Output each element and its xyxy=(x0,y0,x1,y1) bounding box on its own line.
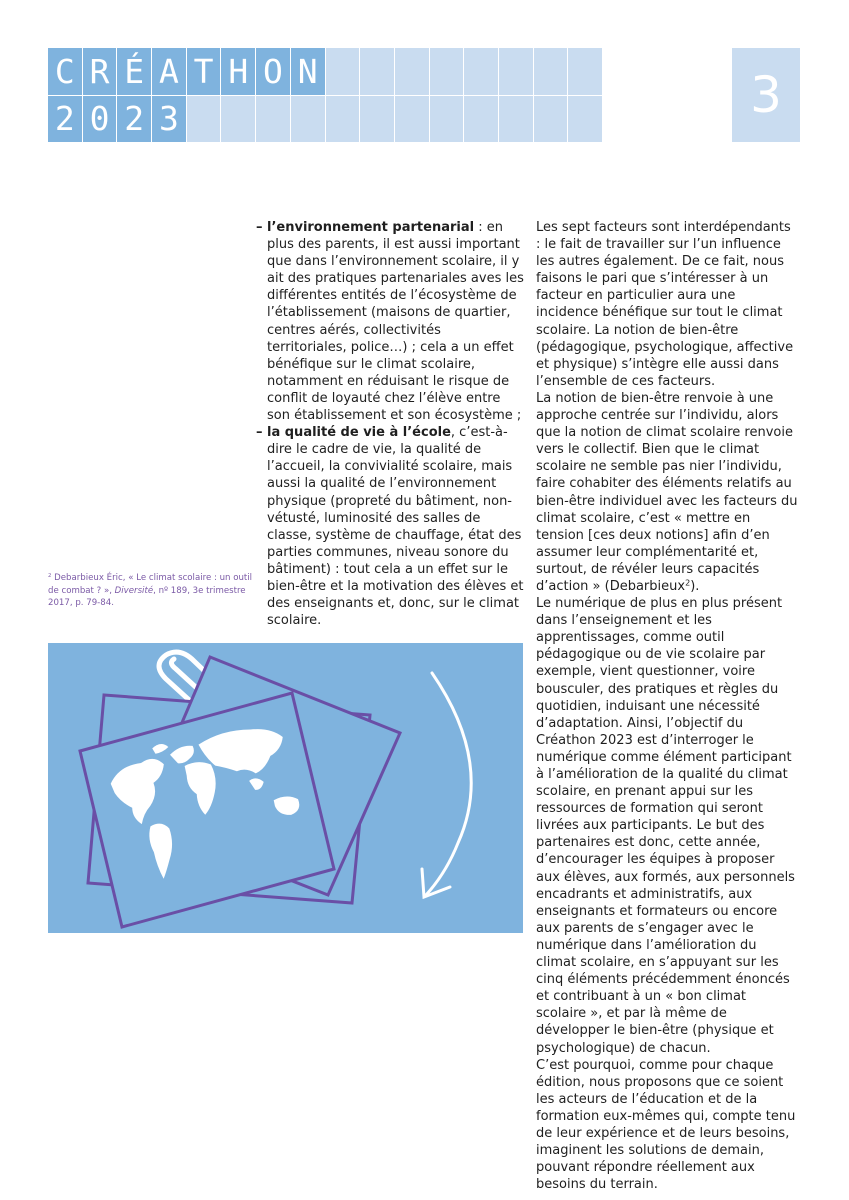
grid-cell xyxy=(326,96,360,143)
title-letter-cell xyxy=(48,48,82,95)
title-letter-cell xyxy=(291,48,325,95)
bullet-text xyxy=(267,424,524,629)
year-digit: 3 xyxy=(158,99,179,139)
right-column xyxy=(536,219,798,1193)
illustration-svg xyxy=(48,643,523,933)
grid-cell xyxy=(360,48,394,95)
title-letter: C xyxy=(54,51,75,91)
bullet-body: , c’est-à-dire le cadre de vie, la qualité de l’accueil, la convivialité scolaire, mais aussi la qualité de l’environnement physique (propreté du bâtiment, non-vétusté, luminosité des salles de classe, système de chauffage, état des parties communes, niveau sonore du bâtiment) : tout cela a un effet sur le bien-être et la motivation des élèves et des enseignants et, donc, sur le climat scolaire. xyxy=(267,425,524,629)
footnote xyxy=(48,572,253,610)
grid-cell xyxy=(326,48,360,95)
grid-cell xyxy=(499,96,533,143)
bullet-term: l’environnement partenarial xyxy=(267,220,475,235)
middle-column xyxy=(256,219,524,629)
grid-cell xyxy=(568,96,602,143)
title-letter: N xyxy=(297,51,318,91)
grid-cell xyxy=(360,96,394,143)
title-letter-cell xyxy=(117,48,151,95)
paragraph xyxy=(536,390,798,595)
bullet-item xyxy=(256,424,524,629)
bullet-term: la qualité de vie à l’école xyxy=(267,425,451,441)
curved-arrow-icon xyxy=(422,673,471,897)
paragraph: Les sept facteurs sont interdépendants : le fait de travailler sur l’un influence les autres également. De ce fait, nous faisons le pari que s’intéresser à un facteur en particulier aura une incidence bénéfique sur tout le climat scolaire. La notion de bien-être (pédagogique, psychologique, affective et physique) s’intègre elle aussi dans l’ensemble de ces facteurs. xyxy=(536,220,794,389)
grid-cell xyxy=(430,48,464,95)
title-letter-cell xyxy=(221,48,255,95)
title-letter: É xyxy=(124,51,145,91)
title-letter-cell xyxy=(187,48,221,95)
grid-cell xyxy=(568,48,602,95)
paragraph: C’est pourquoi, comme pour chaque édition, nous proposons que ce soient les acteurs de l’éducation et de la formation eux-mêmes qui, compte tenu de leur expérience et de leurs besoins, imaginent les solutions de demain, pouvant répondre réellement aux besoins du terrain. xyxy=(536,1057,796,1193)
grid-cell xyxy=(256,96,290,143)
paragraph-text-end: ). xyxy=(690,578,700,594)
year-digit: 0 xyxy=(89,99,110,139)
title-letter: A xyxy=(158,51,179,91)
title-letter-cell xyxy=(152,48,186,95)
page-number-box xyxy=(732,48,800,142)
grid-cell xyxy=(464,48,498,95)
title-letter: O xyxy=(263,51,283,91)
bullet-text xyxy=(267,219,524,424)
year-digit: 2 xyxy=(124,99,145,139)
title-letter: T xyxy=(193,51,214,91)
year-digit-cell xyxy=(83,96,117,143)
title-letter-cell xyxy=(256,48,290,95)
grid-cell xyxy=(499,48,533,95)
footnote-journal: Diversité xyxy=(114,585,154,596)
bullet-dash: – xyxy=(256,220,263,235)
footnote-ref: 2 xyxy=(685,578,691,588)
year-digit: 2 xyxy=(54,99,75,139)
grid-cell xyxy=(534,48,568,95)
title-letter: H xyxy=(228,51,249,91)
grid-cell xyxy=(395,48,429,95)
grid-cell xyxy=(464,96,498,143)
title-letter: R xyxy=(89,51,110,91)
bullet-item xyxy=(256,219,524,424)
grid-cell xyxy=(395,96,429,143)
paragraph-text: La notion de bien-être renvoie à une approche centrée sur l’individu, alors que la notion de climat scolaire renvoie vers le collectif. Bien que le climat scolaire ne semble pas nier l’individu, faire cohabiter des éléments relatifs au bien-être individuel avec les facteurs du climat scolaire, c’est « mettre en tension [ces deux notions] afin d’en assumer leur complémentarité et, surtout, de révéler leurs capacités d’action » (Debarbieux xyxy=(536,390,798,594)
footnote-number: 2 xyxy=(48,573,52,580)
grid-cell xyxy=(430,96,464,143)
bullet-dash: – xyxy=(256,425,263,441)
paragraph: Le numérique de plus en plus présent dans l’enseignement et les apprentissages, comme outil pédagogique ou de vie scolaire par exemple, vient questionner, voire bousculer, des pratiques et règles du quotidien, induisant une nécessité d’adaptation. Ainsi, l’objectif du Créathon 2023 est d’interroger le numérique comme élément participant à l’amélioration de la qualité du climat scolaire, en prenant appui sur les ressources de formation qui seront livrées aux participants. Le but des partenaires est donc, cette année, d’encourager les équipes à proposer aux élèves, aux formés, aux personnels encadrants et administratifs, aux enseignants et formateurs ou encore aux parents de s’engager avec le numérique dans l’amélioration du climat scolaire, en s’appuyant sur les cinq éléments précédemment énoncés et contribuant à un « bon climat scolaire », et par là même de développer le bien-être (physique et psychologique) de chacun. xyxy=(536,596,795,1056)
grid-cell xyxy=(291,96,325,143)
grid-cell xyxy=(221,96,255,143)
title-grid xyxy=(48,48,602,142)
bullet-body: : en plus des parents, il est aussi important que dans l’environnement scolaire, il y ait des pratiques partenariales aves les différentes entités de l’écosystème de l’établissement (maisons de quartier, centres aérés, collectivités territoriales, police…) ; cela a un effet bénéfique sur le climat scolaire, notamment en réduisant le risque de conflit de loyauté chez l’élève entre son établissement et son écosystème ; xyxy=(267,220,524,424)
year-digit-cell xyxy=(152,96,186,143)
illustration xyxy=(48,643,523,933)
footnote-author: Debarbieux Éric, « Le climat scolaire : un outil de combat ? », xyxy=(48,573,253,596)
title-letter-cell xyxy=(83,48,117,95)
page-number: 3 xyxy=(750,66,782,124)
grid-cell xyxy=(534,96,568,143)
footnote-rest: , nº 189, 3e trimestre 2017, p. 79-84. xyxy=(48,585,246,609)
grid-cell xyxy=(187,96,221,143)
year-digit-cell xyxy=(48,96,82,143)
year-digit-cell xyxy=(117,96,151,143)
